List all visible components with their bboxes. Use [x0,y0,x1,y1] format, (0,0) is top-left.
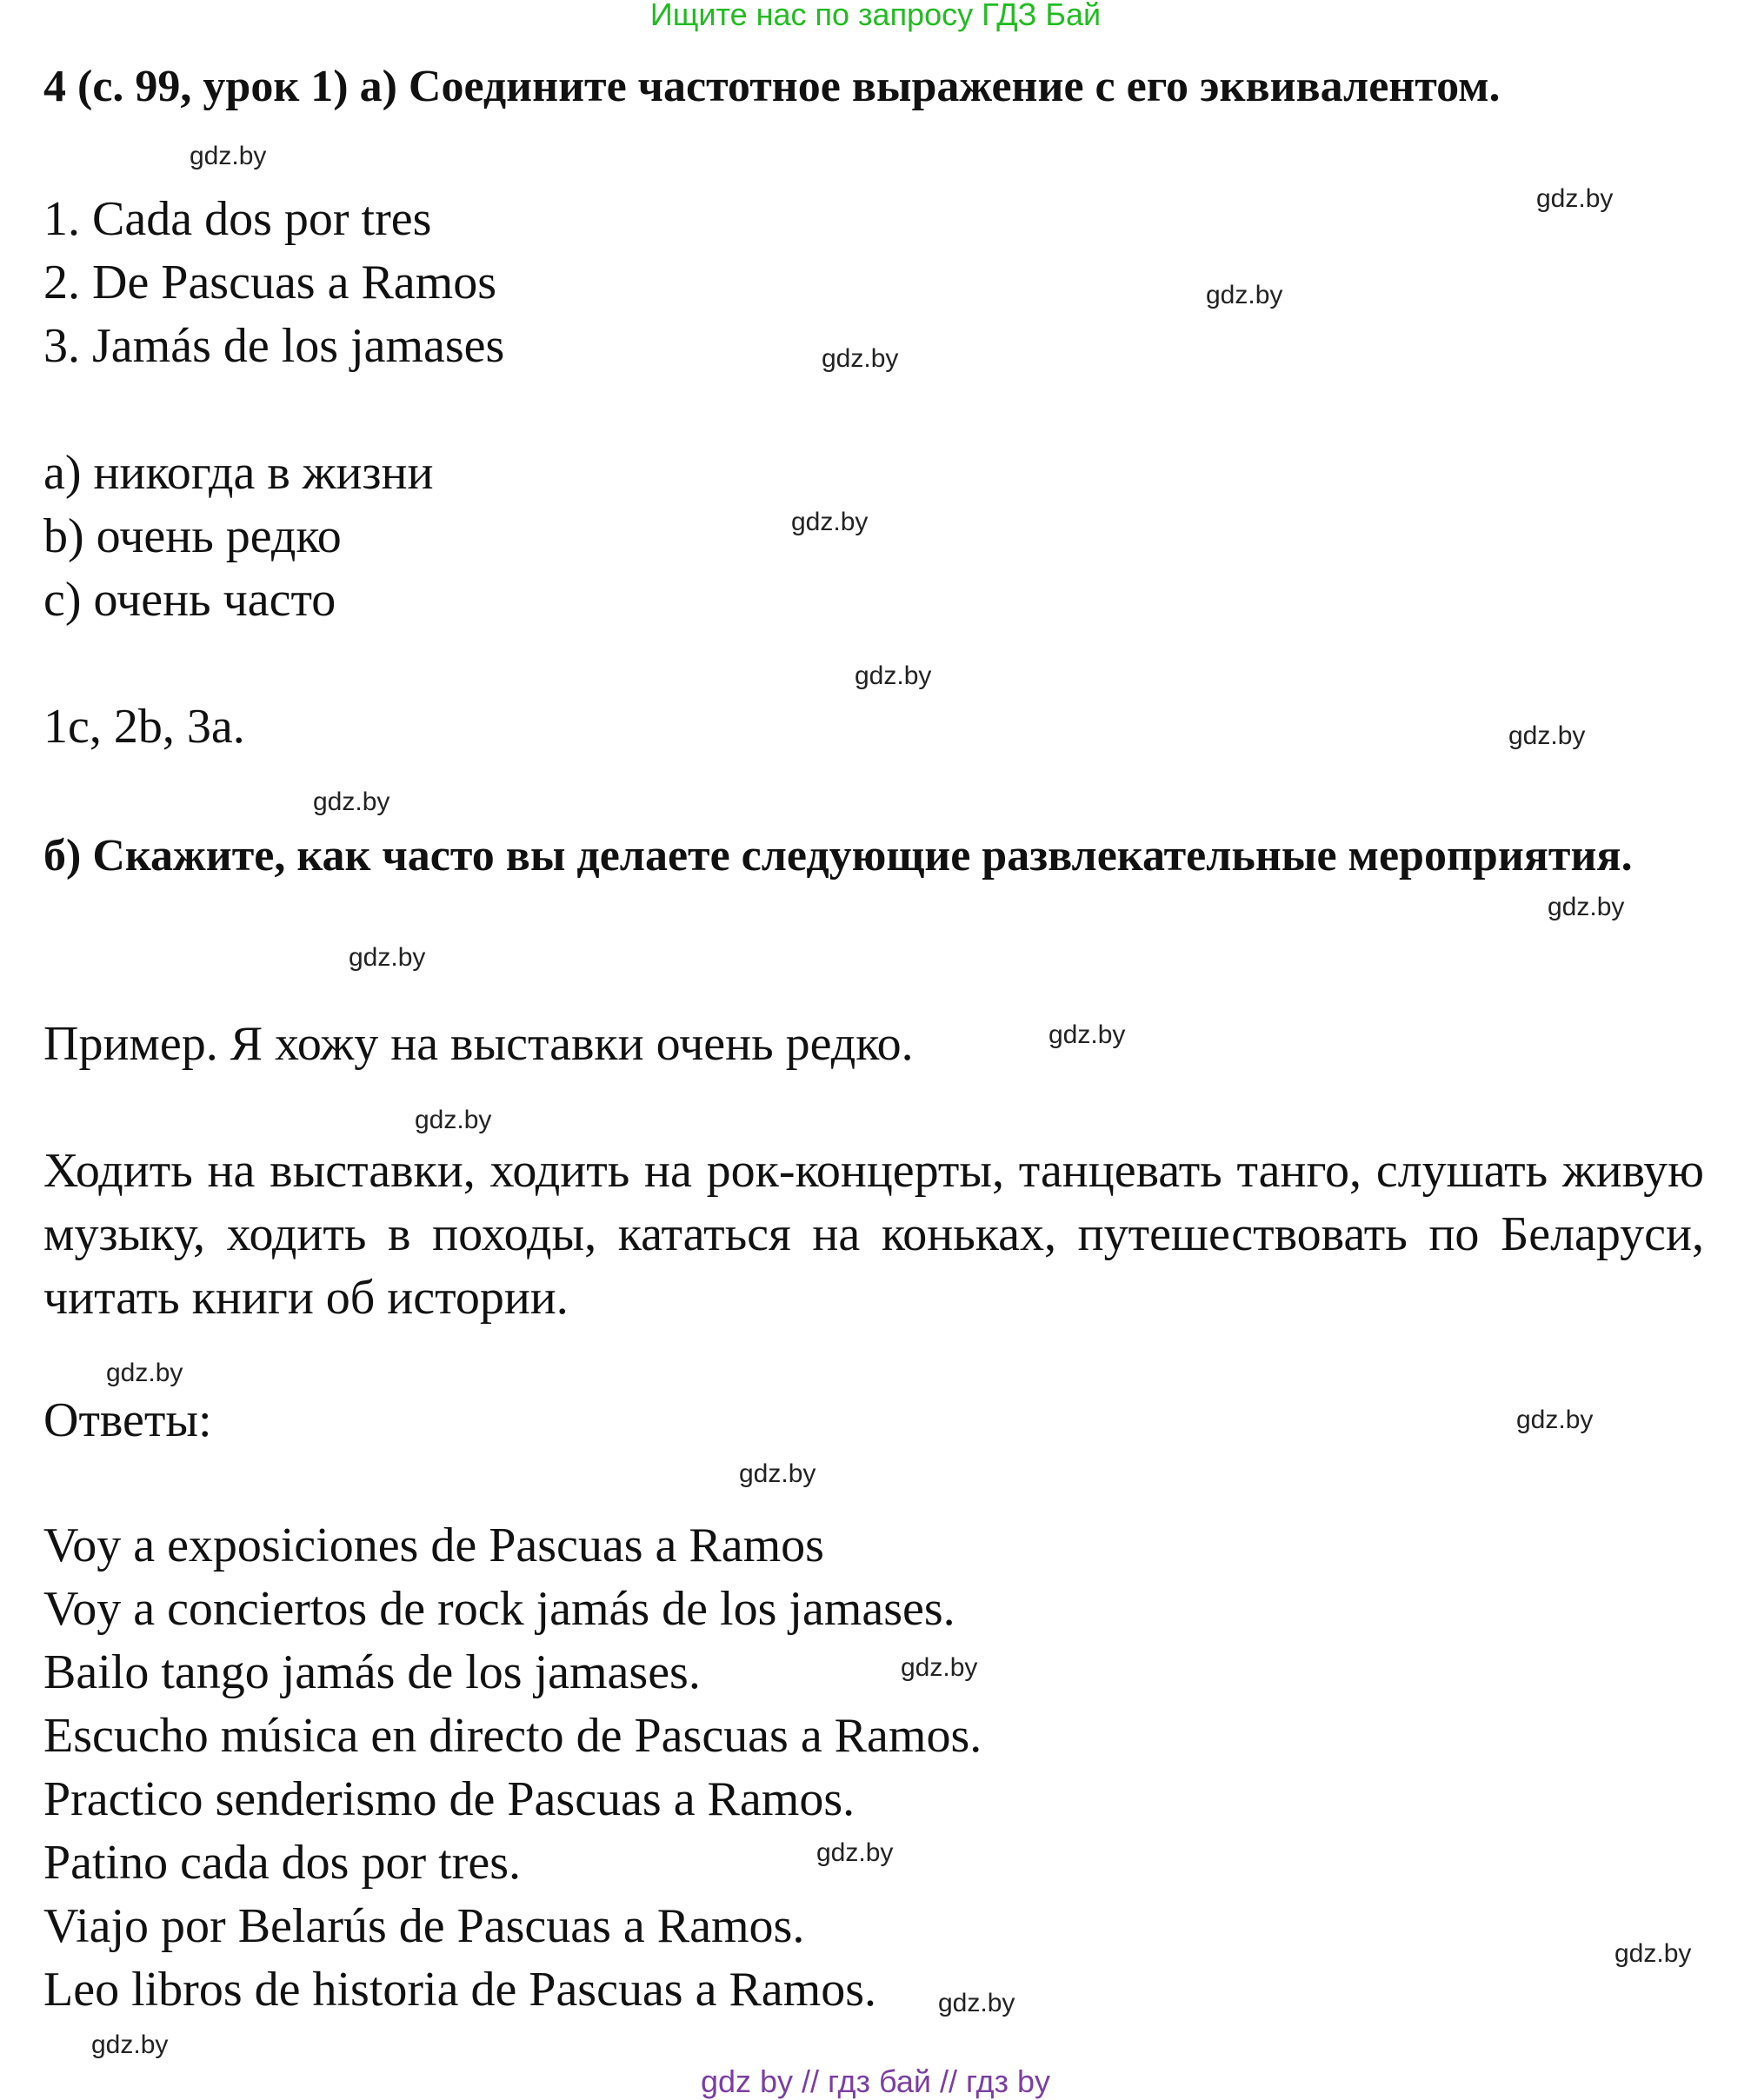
watermark: gdz.by [822,344,899,373]
match-option-c: c) очень часто [43,573,336,627]
watermark: gdz.by [1508,721,1586,750]
task-a-heading: 4 (с. 99, урок 1) а) Соедините частотное выражение с его эквивалентом. [43,62,1501,111]
watermark: gdz.by [1206,281,1283,309]
answer-line: Practico senderismo de Pascuas a Ramos. [43,1772,856,1826]
watermark: gdz.by [415,1106,492,1134]
watermark: gdz.by [1516,1406,1594,1434]
answer-line: Leo libros de historia de Pascuas a Ramos. [43,1963,877,2017]
answer-line: Viajo por Belarús de Pascuas a Ramos. [43,1899,805,1953]
example-sentence: Пример. Я хожу на выставки очень редко. [43,1017,914,1071]
answer-line: Bailo tango jamás de los jamases. [43,1645,701,1699]
match-option-a: a) никогда в жизни [43,446,434,500]
watermark: gdz.by [1049,1020,1126,1049]
match-option-b: b) очень редко [43,509,342,563]
match-item-2: 2. De Pascuas a Ramos [43,256,497,309]
answer-line: Voy a exposiciones de Pascuas a Ramos [43,1519,824,1572]
match-item-1: 1. Cada dos por tres [43,192,432,246]
search-banner: Ищите нас по запросу ГДЗ Бай [649,0,1102,32]
watermark: gdz.by [855,661,932,690]
answer-line: Voy a conciertos de rock jamás de los jamases. [43,1582,955,1636]
watermark: gdz.by [1548,893,1625,921]
watermark: gdz.by [313,788,390,816]
footer-links: gdz by // гдз бай // гдз by [700,2063,1051,2099]
task-b-heading: б) Скажите, как часто вы делаете следующие развлекательные мероприятия. [43,831,1633,881]
watermark: gdz.by [106,1359,183,1387]
watermark: gdz.by [816,1838,894,1867]
watermark: gdz.by [938,1989,1015,2017]
watermark: gdz.by [1536,184,1614,213]
answers-label: Ответы: [43,1393,212,1447]
answer-line: Escucho música en directo de Pascuas a Ramos. [43,1709,982,1763]
watermark: gdz.by [349,943,426,972]
watermark: gdz.by [190,142,267,170]
task-a-answer: 1c, 2b, 3a. [43,700,245,754]
watermark: gdz.by [91,2030,169,2059]
watermark: gdz.by [791,508,869,536]
watermark: gdz.by [1615,1939,1692,1968]
match-item-3: 3. Jamás de los jamases [43,319,505,373]
watermark: gdz.by [901,1653,978,1682]
watermark: gdz.by [739,1459,816,1488]
answer-line: Patino cada dos por tres. [43,1836,521,1890]
activities-paragraph: Ходить на выставки, ходить на рок-концерты, танцевать танго, слушать живую музыку, ходить в походы, кататься на коньках, путешествовать по Беларуси, читать книги об истории. [43,1144,1704,1325]
